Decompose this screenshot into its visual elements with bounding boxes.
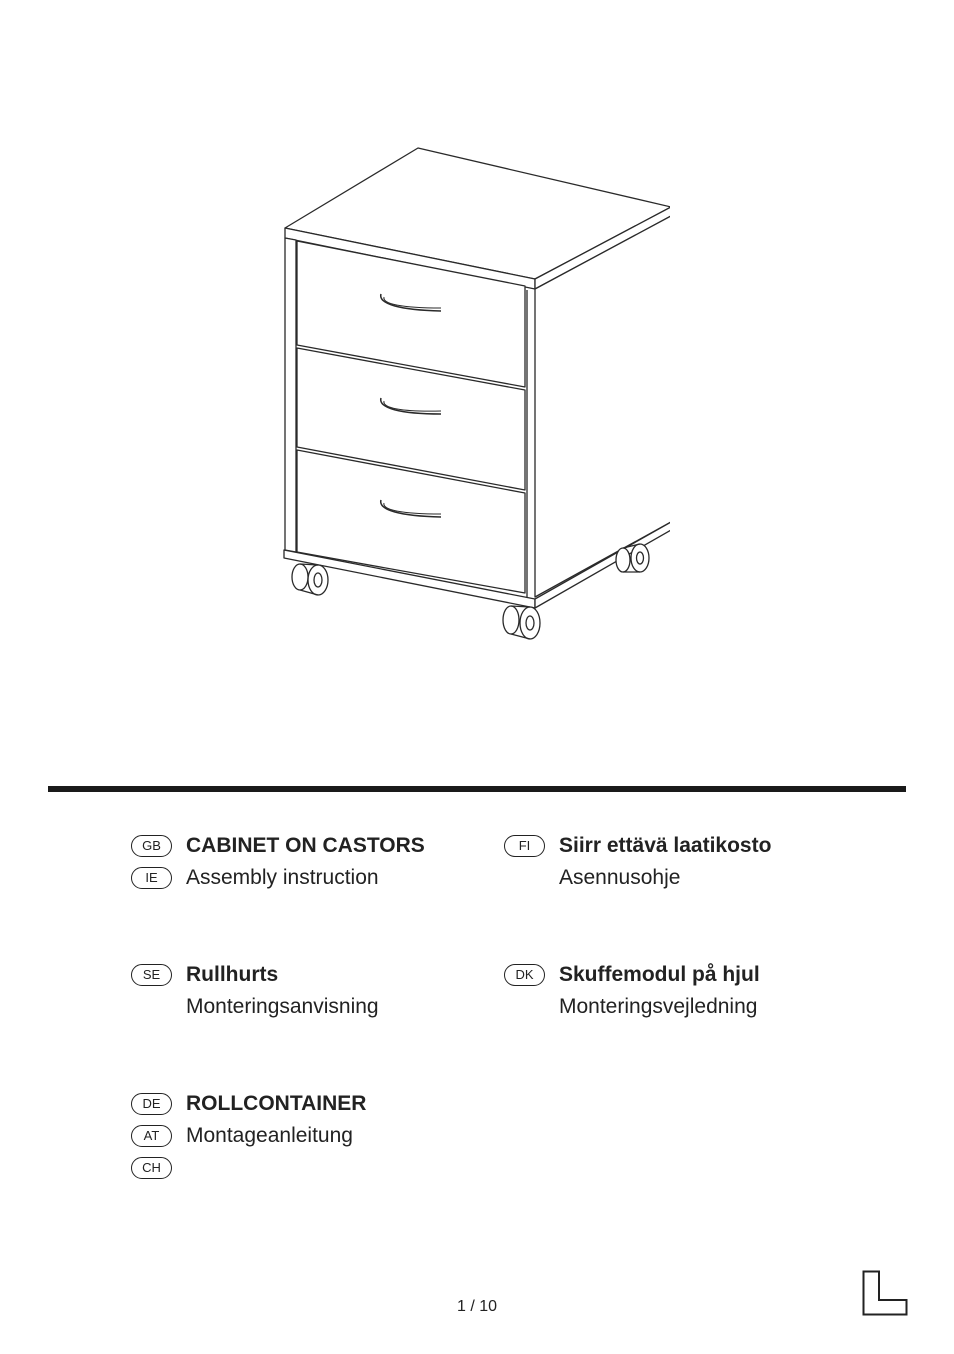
section-fi (504, 830, 771, 894)
product-title-se: Rullhurts (186, 963, 279, 986)
instruction-label-de: Montageanleitung (186, 1124, 353, 1147)
corner-mark-icon (862, 1270, 908, 1316)
section-se (131, 959, 379, 1023)
cabinet-illustration (270, 140, 670, 650)
language-badge-de: DE (131, 1093, 172, 1115)
product-title-de: ROLLCONTAINER (186, 1092, 367, 1115)
section-en (131, 830, 425, 894)
product-title-dk: Skuffemodul på hjul (559, 963, 760, 986)
product-title-en: CABINET ON CASTORS (186, 834, 425, 857)
section-de (131, 1088, 366, 1184)
language-badge-gb: GB (131, 835, 172, 857)
language-badge-ie: IE (131, 867, 172, 889)
language-badge-ch: CH (131, 1157, 172, 1179)
language-badge-fi: FI (504, 835, 545, 857)
instruction-label-en: Assembly instruction (186, 866, 379, 889)
section-divider (48, 786, 906, 792)
page-number: 1 / 10 (456, 1298, 498, 1315)
language-badge-se: SE (131, 964, 172, 986)
language-badge-dk: DK (504, 964, 545, 986)
section-dk (504, 959, 760, 1023)
language-badge-at: AT (131, 1125, 172, 1147)
instruction-label-fi: Asennusohje (559, 866, 681, 889)
product-title-fi: Siirr ettävä laatikosto (559, 834, 772, 857)
instruction-label-se: Monteringsanvisning (186, 995, 379, 1018)
instruction-label-dk: Monteringsvejledning (559, 995, 758, 1018)
